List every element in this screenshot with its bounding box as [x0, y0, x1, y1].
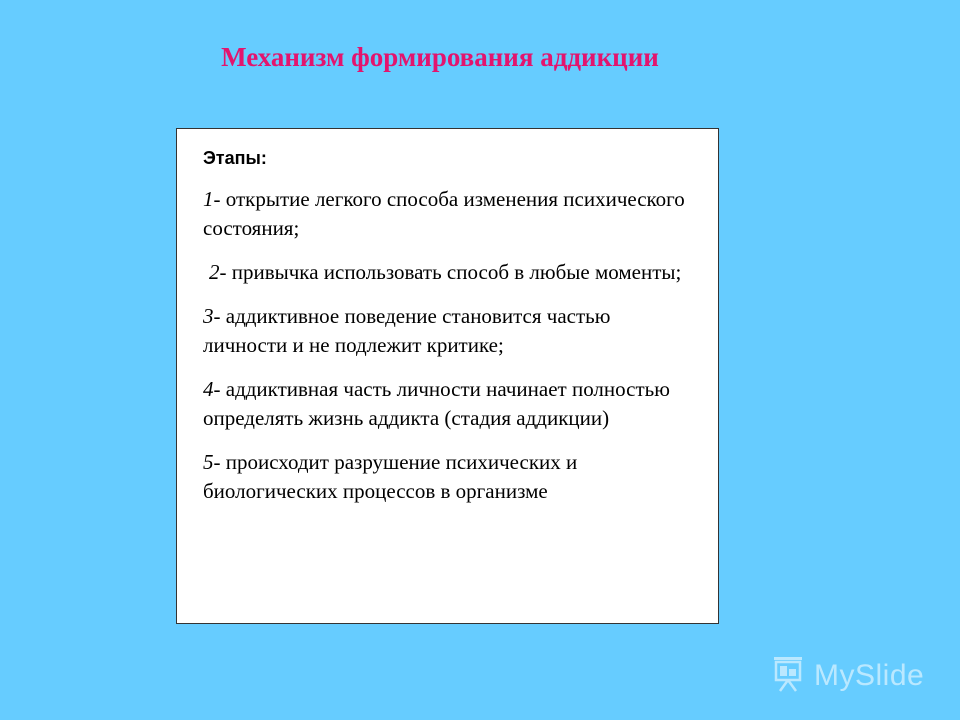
watermark: [770, 654, 924, 698]
stage-number: 3: [203, 304, 214, 328]
stages-box: [176, 128, 719, 624]
stage-item-2: [203, 258, 698, 287]
stage-number: 2: [209, 260, 220, 284]
stage-number: 4: [203, 377, 214, 401]
stage-text: - аддиктивное поведение становится частью личности и не подлежит критике;: [203, 304, 611, 357]
stage-item-1: [203, 185, 698, 243]
stage-text: - привычка использовать способ в любые моменты;: [219, 260, 682, 284]
stages-heading: Этапы:: [203, 148, 267, 168]
stage-text: - аддиктивная часть личности начинает полностью определять жизнь аддикта (стадия аддикции): [203, 377, 670, 430]
stage-number: 1: [203, 187, 214, 211]
stage-item-5: [203, 448, 698, 506]
slideshow-icon: [770, 655, 806, 698]
stage-item-3: [203, 302, 698, 360]
stage-item-4: [203, 375, 698, 433]
stage-number: 5: [203, 450, 214, 474]
slide-title: Механизм формирования аддикции: [221, 42, 659, 72]
stage-text: - открытие легкого способа изменения психического состояния;: [203, 187, 685, 240]
watermark-text: MySlide: [814, 659, 925, 692]
stage-text: - происходит разрушение психических и биологических процессов в организме: [203, 450, 578, 503]
